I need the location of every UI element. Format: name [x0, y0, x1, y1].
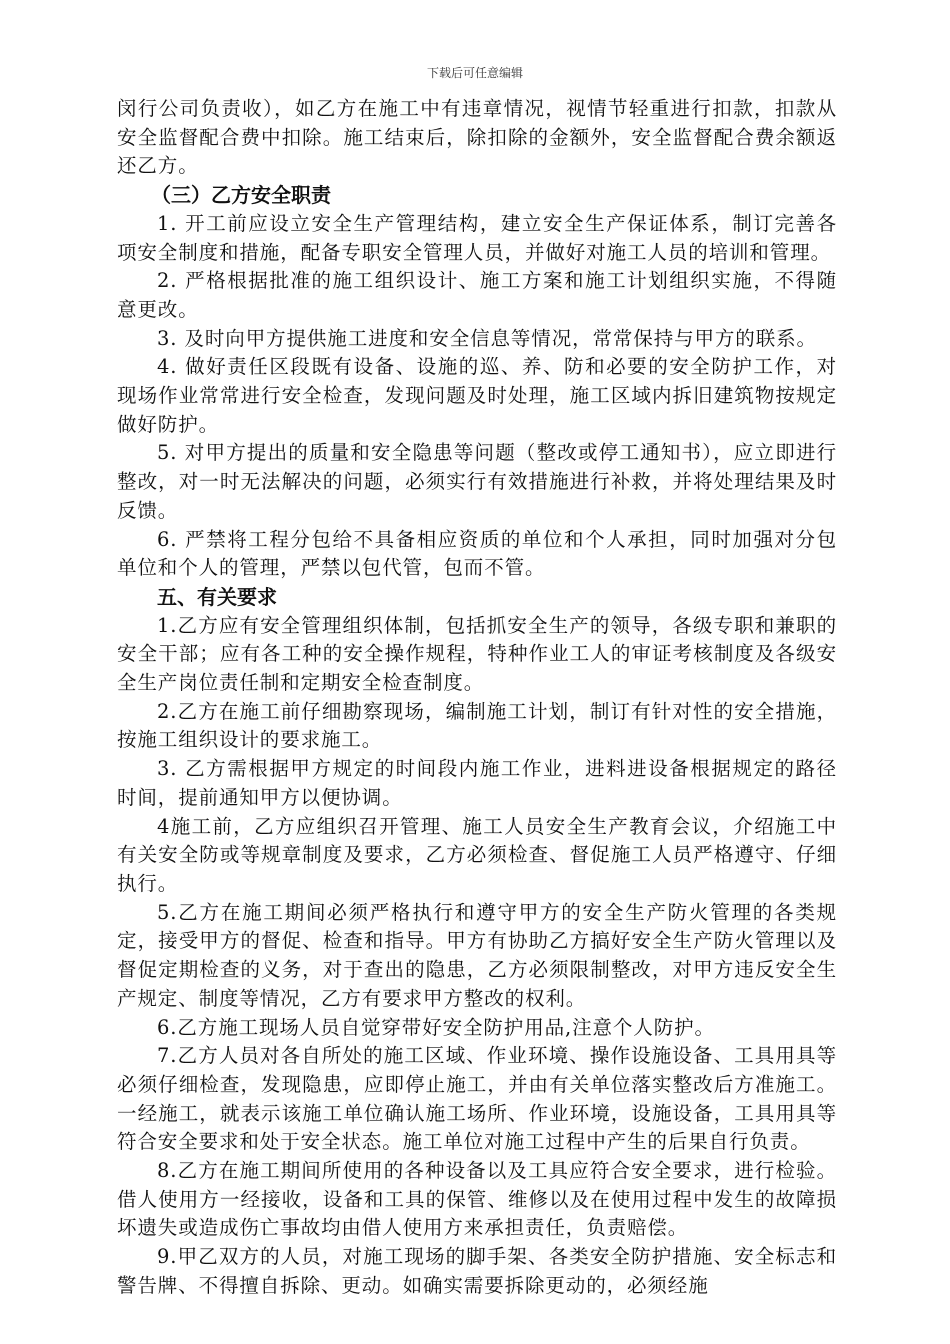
document-body: [117, 95, 837, 1301]
duty-item-3: 3. 及时向甲方提供施工进度和安全信息等情况，常常保持与甲方的联系。: [157, 326, 817, 350]
requirement-item-4: 4施工前，乙方应组织召开管理、施工人员安全生产教育会议，介绍施工中有关安全防或等规章制度及要求，乙方必须检查、督促施工人员严格遵守、仔细执行。: [117, 814, 837, 895]
requirement-item-2: 2.乙方在施工前仔细勘察现场，编制施工计划，制订有针对性的安全措施，按施工组织设计的要求施工。: [117, 699, 837, 752]
requirement-item-1: 1.乙方应有安全管理组织体制，包括抓安全生产的领导，各级专职和兼职的安全干部；应有各工种的安全操作规程，特种作业工人的审证考核制度及各级安全生产岗位责任制和定期安全检查制度。: [117, 613, 837, 695]
duty-item-2: 2. 严格根据批准的施工组织设计、施工方案和施工计划组织实施，不得随意更改。: [117, 269, 837, 321]
page-header: 下载后可任意编辑: [426, 66, 523, 80]
duty-item-4: 4. 做好责任区段既有设备、设施的巡、养、防和必要的安全防护工作，对现场作业常常进行安全检查，发现问题及时处理，施工区域内拆旧建筑物按规定做好防护。: [117, 355, 837, 436]
requirement-item-3: 3. 乙方需根据甲方规定的时间段内施工作业，进料进设备根据规定的路径时间，提前通知甲方以便协调。: [117, 757, 837, 809]
section-heading-party-b-safety-duties: （三）乙方安全职责: [151, 183, 331, 208]
requirement-item-5: 5.乙方在施工期间必须严格执行和遵守甲方的安全生产防火管理的各类规定，接受甲方的督促、检查和指导。甲方有协助乙方搞好安全生产防火管理以及督促定期检查的义务，对于查出的隐患，乙方必须限制整改，对甲方违反安全生产规定、制度等情况，乙方有要求甲方整改的权利。: [117, 900, 837, 1010]
duty-item-1: 1. 开工前应设立安全生产管理结构，建立安全生产保证体系，制订完善各项安全制度和措施，配备专职安全管理人员，并做好对施工人员的培训和管理。: [117, 211, 837, 264]
requirement-item-7: 7.乙方人员对各自所处的施工区域、作业环境、操作设施设备、工具用具等必须仔细检查，发现隐患，应即停止施工，并由有关单位落实整改后方准施工。一经施工，就表示该施工单位确认施工场所、作业环境，设施设备，工具用具等符合安全要求和处于安全状态。施工单位对施工过程中产生的后果自行负责。: [117, 1044, 837, 1154]
duty-item-5: 5. 对甲方提出的质量和安全隐患等问题（整改或停工通知书），应立即进行整改，对一时无法解决的问题，必须实行有效措施进行补救，并将处理结果及时反馈。: [117, 441, 837, 522]
paragraph-continuation: 闵行公司负责收），如乙方在施工中有违章情况，视情节轻重进行扣款，扣款从安全监督配合费中扣除。施工结束后，除扣除的金额外，安全监督配合费余额返还乙方。: [117, 97, 837, 178]
requirement-item-6: 6.乙方施工现场人员自觉穿带好安全防护用品,注意个人防护。: [157, 1015, 715, 1039]
requirement-item-8: 8.乙方在施工期间所使用的各种设备以及工具应符合安全要求，进行检验。借人使用方一经接收，设备和工具的保管、维修以及在使用过程中发生的故障损坏遗失或造成伤亡事故均由借人使用方来承担责任，负责赔偿。: [117, 1159, 837, 1240]
requirement-item-9: 9.甲乙双方的人员，对施工现场的脚手架、各类安全防护措施、安全标志和警告牌、不得擅自拆除、更动。如确实需要拆除更动的，必须经施: [117, 1245, 837, 1297]
duty-item-6: 6. 严禁将工程分包给不具备相应资质的单位和个人承担，同时加强对分包单位和个人的管理，严禁以包代管，包而不管。: [117, 527, 837, 580]
section-heading-requirements: 五、有关要求: [157, 584, 277, 609]
